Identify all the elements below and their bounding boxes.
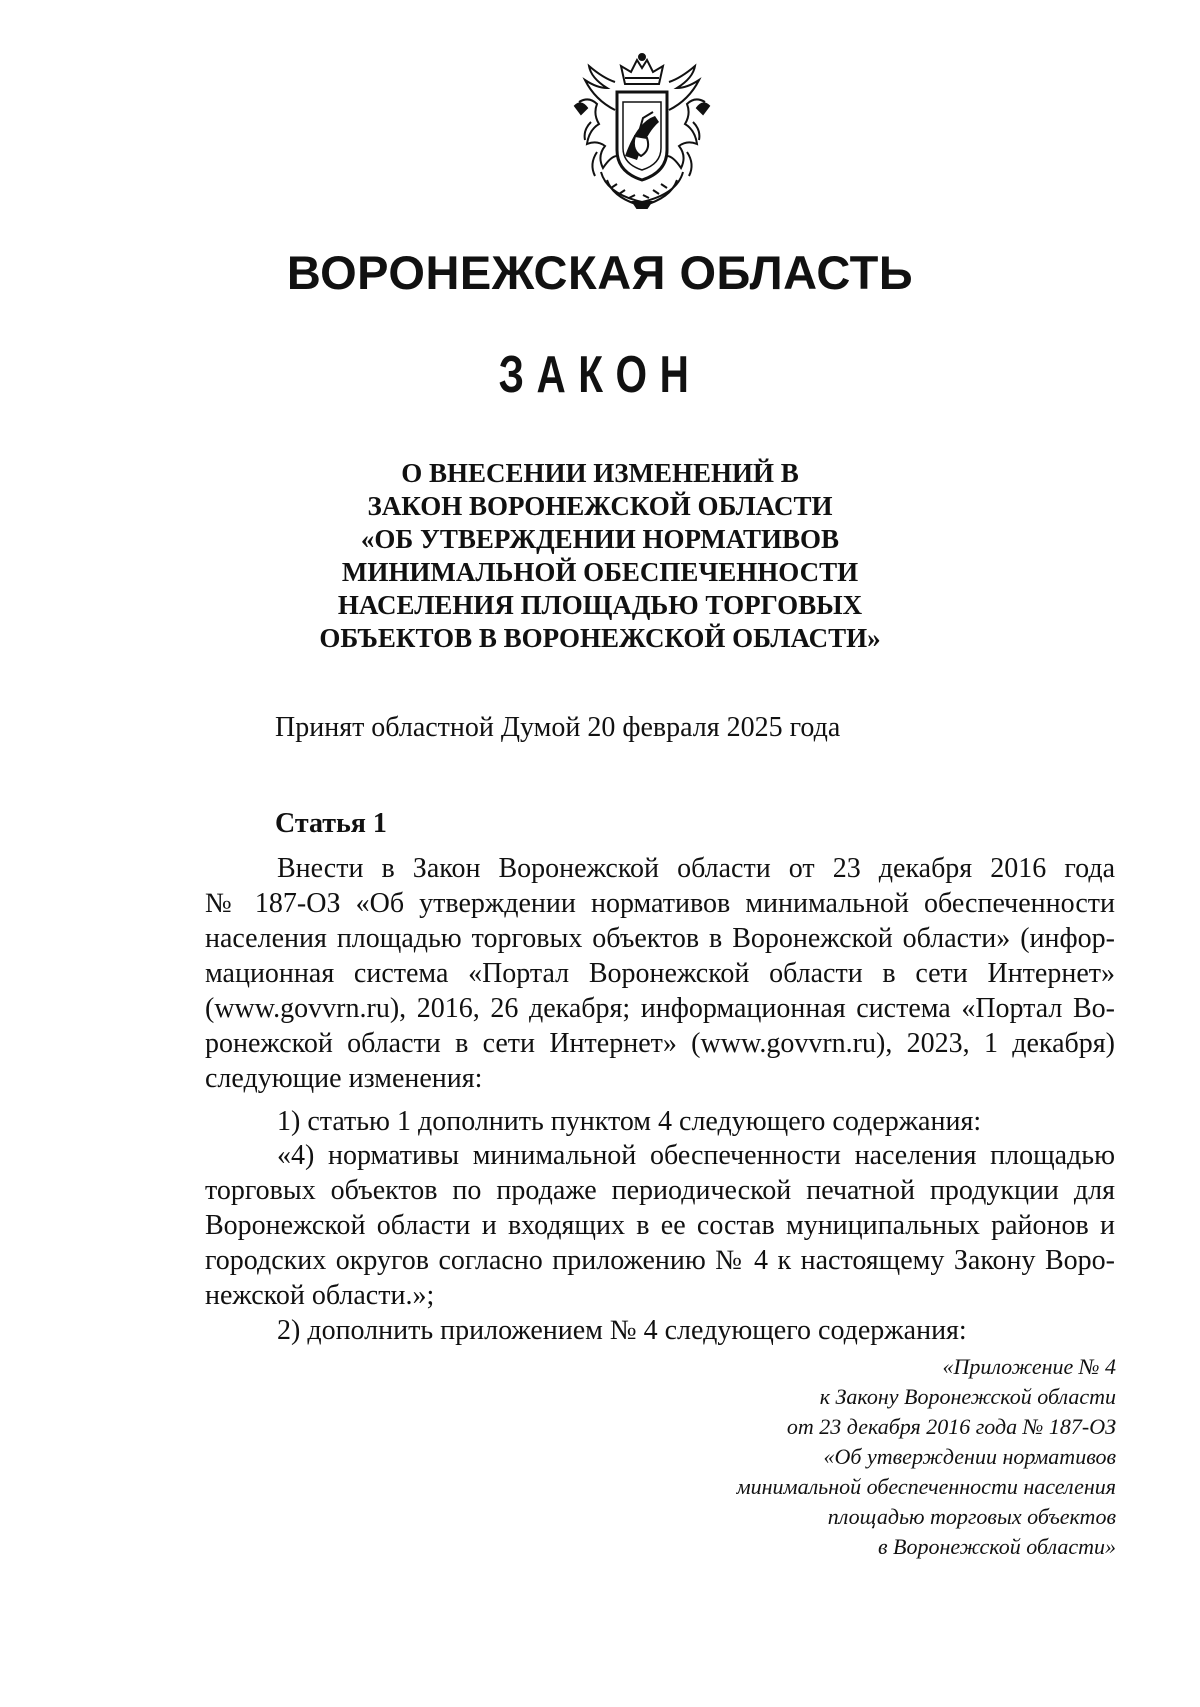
appendix-line: площадью торговых объектов	[827, 1504, 1116, 1529]
title-line: НАСЕЛЕНИЯ ПЛОЩАДЬЮ ТОРГОВЫХ	[337, 590, 863, 620]
paragraph-line: № 187-ОЗ «Об утверждении нормативов минимальной обеспеченности	[205, 888, 1115, 919]
document-type: ЗАКОН	[498, 346, 702, 404]
paragraph-line: торговых объектов по продаже периодической печатной продукции для	[205, 1175, 1115, 1206]
adoption-date: Принят областной Думой 20 февраля 2025 года	[275, 712, 841, 743]
title-line: «ОБ УТВЕРЖДЕНИИ НОРМАТИВОВ	[360, 524, 840, 554]
paragraph-line: следующие изменения:	[205, 1063, 483, 1094]
paragraph-line: населения площадью торговых объектов в Воронежской области» (инфор-	[205, 923, 1115, 954]
paragraph-line: ронежской области в сети Интернет» (www.govvrn.ru), 2023, 1 декабря)	[205, 1028, 1115, 1059]
title-line: МИНИМАЛЬНОЙ ОБЕСПЕЧЕННОСТИ	[341, 557, 859, 587]
appendix-line: «Об утверждении нормативов	[823, 1444, 1116, 1469]
appendix-line: к Закону Воронежской области	[819, 1384, 1116, 1409]
law-title	[300, 457, 900, 655]
amendment-item-2: 2) дополнить приложением № 4 следующего содержания:	[277, 1315, 967, 1346]
appendix-line: «Приложение № 4	[942, 1354, 1116, 1379]
title-line: О ВНЕСЕНИИ ИЗМЕНЕНИЙ В	[401, 458, 799, 488]
paragraph-line: (www.govvrn.ru), 2016, 26 декабря; информационная система «Портал Во-	[205, 993, 1115, 1024]
amendment-item-1-text	[205, 1138, 1115, 1313]
paragraph-line: «4) нормативы минимальной обеспеченности населения площадью	[277, 1140, 1115, 1171]
appendix-line: от 23 декабря 2016 года № 187-ОЗ	[786, 1414, 1116, 1439]
amendment-item-1: 1) статью 1 дополнить пунктом 4 следующего содержания:	[277, 1106, 982, 1137]
coat-of-arms-icon	[567, 52, 717, 210]
paragraph-line: Воронежской области и входящих в ее состав муниципальных районов и	[205, 1210, 1115, 1241]
paragraph-line: нежской области.»;	[205, 1280, 435, 1311]
appendix-line: минимальной обеспеченности населения	[736, 1474, 1116, 1499]
title-line: ОБЪЕКТОВ В ВОРОНЕЖСКОЙ ОБЛАСТИ»	[319, 623, 881, 653]
paragraph-line: Внести в Закон Воронежской области от 23 декабря 2016 года	[277, 853, 1115, 884]
article-heading: Статья 1	[275, 808, 387, 839]
title-line: ЗАКОН ВОРОНЕЖСКОЙ ОБЛАСТИ	[367, 491, 833, 521]
paragraph-line: городских округов согласно приложению № 4 к настоящему Закону Воро-	[205, 1245, 1115, 1276]
paragraph-line: мационная система «Портал Воронежской области в сети Интернет»	[205, 958, 1115, 989]
appendix-reference	[610, 1352, 1116, 1562]
region-name: ВОРОНЕЖСКАЯ ОБЛАСТЬ	[286, 246, 914, 299]
article-intro-paragraph	[205, 851, 1115, 1096]
appendix-line: в Воронежской области»	[878, 1534, 1116, 1559]
